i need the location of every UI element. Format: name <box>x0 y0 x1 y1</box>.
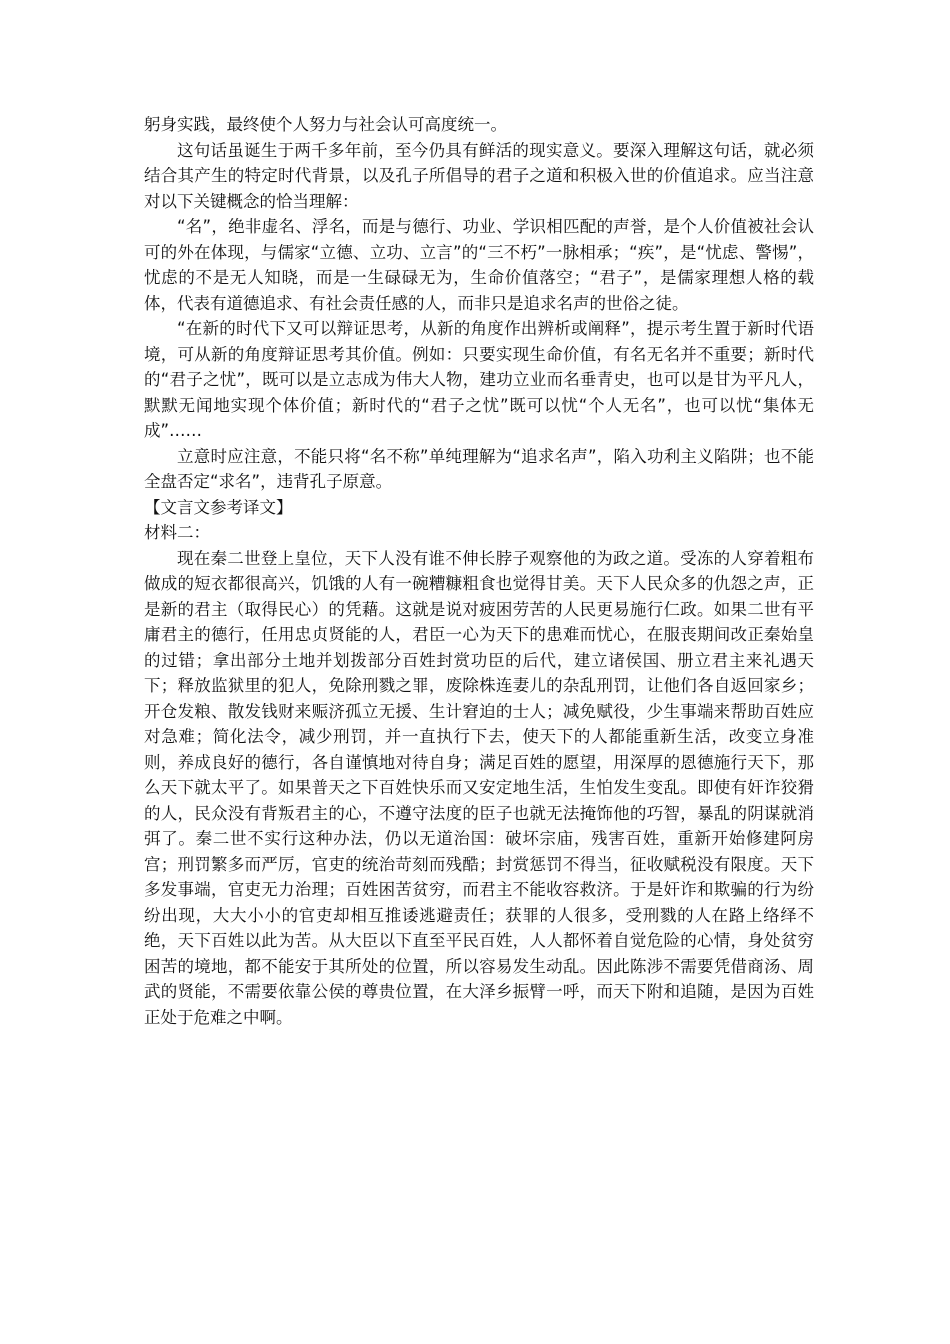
paragraph-caution: 立意时应注意，不能只将“名不称”单纯理解为“追求名声”，陷入功利主义陷阱；也不能全盘否定“求名”，违背孔子原意。 <box>144 446 814 491</box>
material-label: 材料二： <box>144 523 210 542</box>
section-heading-translation: 【文言文参考译文】 <box>144 497 293 517</box>
paragraph-key-concepts: “名”，绝非虚名、浮名，而是与德行、功业、学识相匹配的声誉，是个人价值被社会认可的外在体现，与儒家“立德、立功、立言”的“三不朽”一脉相承；“疾”，是“忧虑、警惕”，忧虑的不是无人知晓，而是一生碌碌无为，生命价值落空；“君子”，是儒家理想人格的载体，代表有道德追求、有社会责任感的人，而非只是追求名声的世俗之徒。 <box>144 217 814 313</box>
paragraph-translation: 现在秦二世登上皇位，天下人没有谁不伸长脖子观察他的为政之道。受冻的人穿着粗布做成的短衣都很高兴，饥饿的人有一碗糟糠粗食也觉得甘美。天下人民众多的仇怨之声，正是新的君主（取得民心）的凭藉。这就是说对疲困劳苦的人民更易施行仁政。如果二世有平庸君主的德行，任用忠贞贤能的人，君臣一心为天下的患难而忧心，在服丧期间改正秦始皇的过错；拿出部分土地并划拨部分百姓封赏功臣的后代，建立诸侯国、册立君主来礼遇天下；释放监狱里的犯人，免除刑戮之罪，废除株连妻儿的杂乱刑罚，让他们各自返回家乡；开仓发粮、散发钱财来赈济孤立无援、生计窘迫的士人；减免赋役，少生事端来帮助百姓应对急难；简化法令，减少刑罚，并一直执行下去，使天下的人都能重新生活，改变立身准则，养成良好的德行，各自谨慎地对待自身；满足百姓的愿望，用深厚的恩德施行天下，那么天下就太平了。如果普天之下百姓快乐而又安定地生活，生怕发生变乱。即使有奸诈狡猾的人，民众没有背叛君主的心，不遵守法度的臣子也就无法掩饰他的巧智，暴乱的阴谋就消弭了。秦二世不实行这种办法，仍以无道治国：破坏宗庙，残害百姓，重新开始修建阿房宫；刑罚繁多而严厉，官吏的统治苛刻而残酷；封赏惩罚不得当，征收赋税没有限度。天下多发事端，官吏无力治理；百姓困苦贫穷，而君主不能收容救济。于是奸诈和欺骗的行为纷纷出现，大大小小的官吏却相互推诿逃避责任；获罪的人很多，受刑戮的人在路上络绎不绝，天下百姓以此为苦。从大臣以下直至平民百姓，人人都怀着自觉危险的心情，身处贫穷困苦的境地，都不能安于其所处的位置，所以容易发生动乱。因此陈涉不需要凭借商汤、周武的贤能，不需要依靠公侯的尊贵位置，在大泽乡振臂一呼，而天下附和追随，是因为百姓正处于危难之中啊。 <box>144 548 814 1027</box>
paragraph-significance: 这句话虽诞生于两千多年前，至今仍具有鲜活的现实意义。要深入理解这句话，就必须结合其产生的特定时代背景，以及孔子所倡导的君子之道和积极入世的价值追求。应当注意对以下关键概念的恰当理解： <box>144 140 814 211</box>
document-page <box>144 112 814 1030</box>
paragraph-new-era: “在新的时代下又可以辩证思考，从新的角度作出辨析或阐释”，提示考生置于新时代语境，可从新的角度辩证思考其价值。例如：只要实现生命价值，有名无名并不重要；新时代的“君子之忧”，既可以是立志成为伟大人物，建功立业而名垂青史，也可以是甘为平凡人，默默无闻地实现个体价值；新时代的“君子之忧”既可以忧“个人无名”，也可以忧“集体无成”…… <box>144 319 814 440</box>
paragraph-continuation: 躬身实践，最终使个人努力与社会认可高度统一。 <box>144 115 507 134</box>
